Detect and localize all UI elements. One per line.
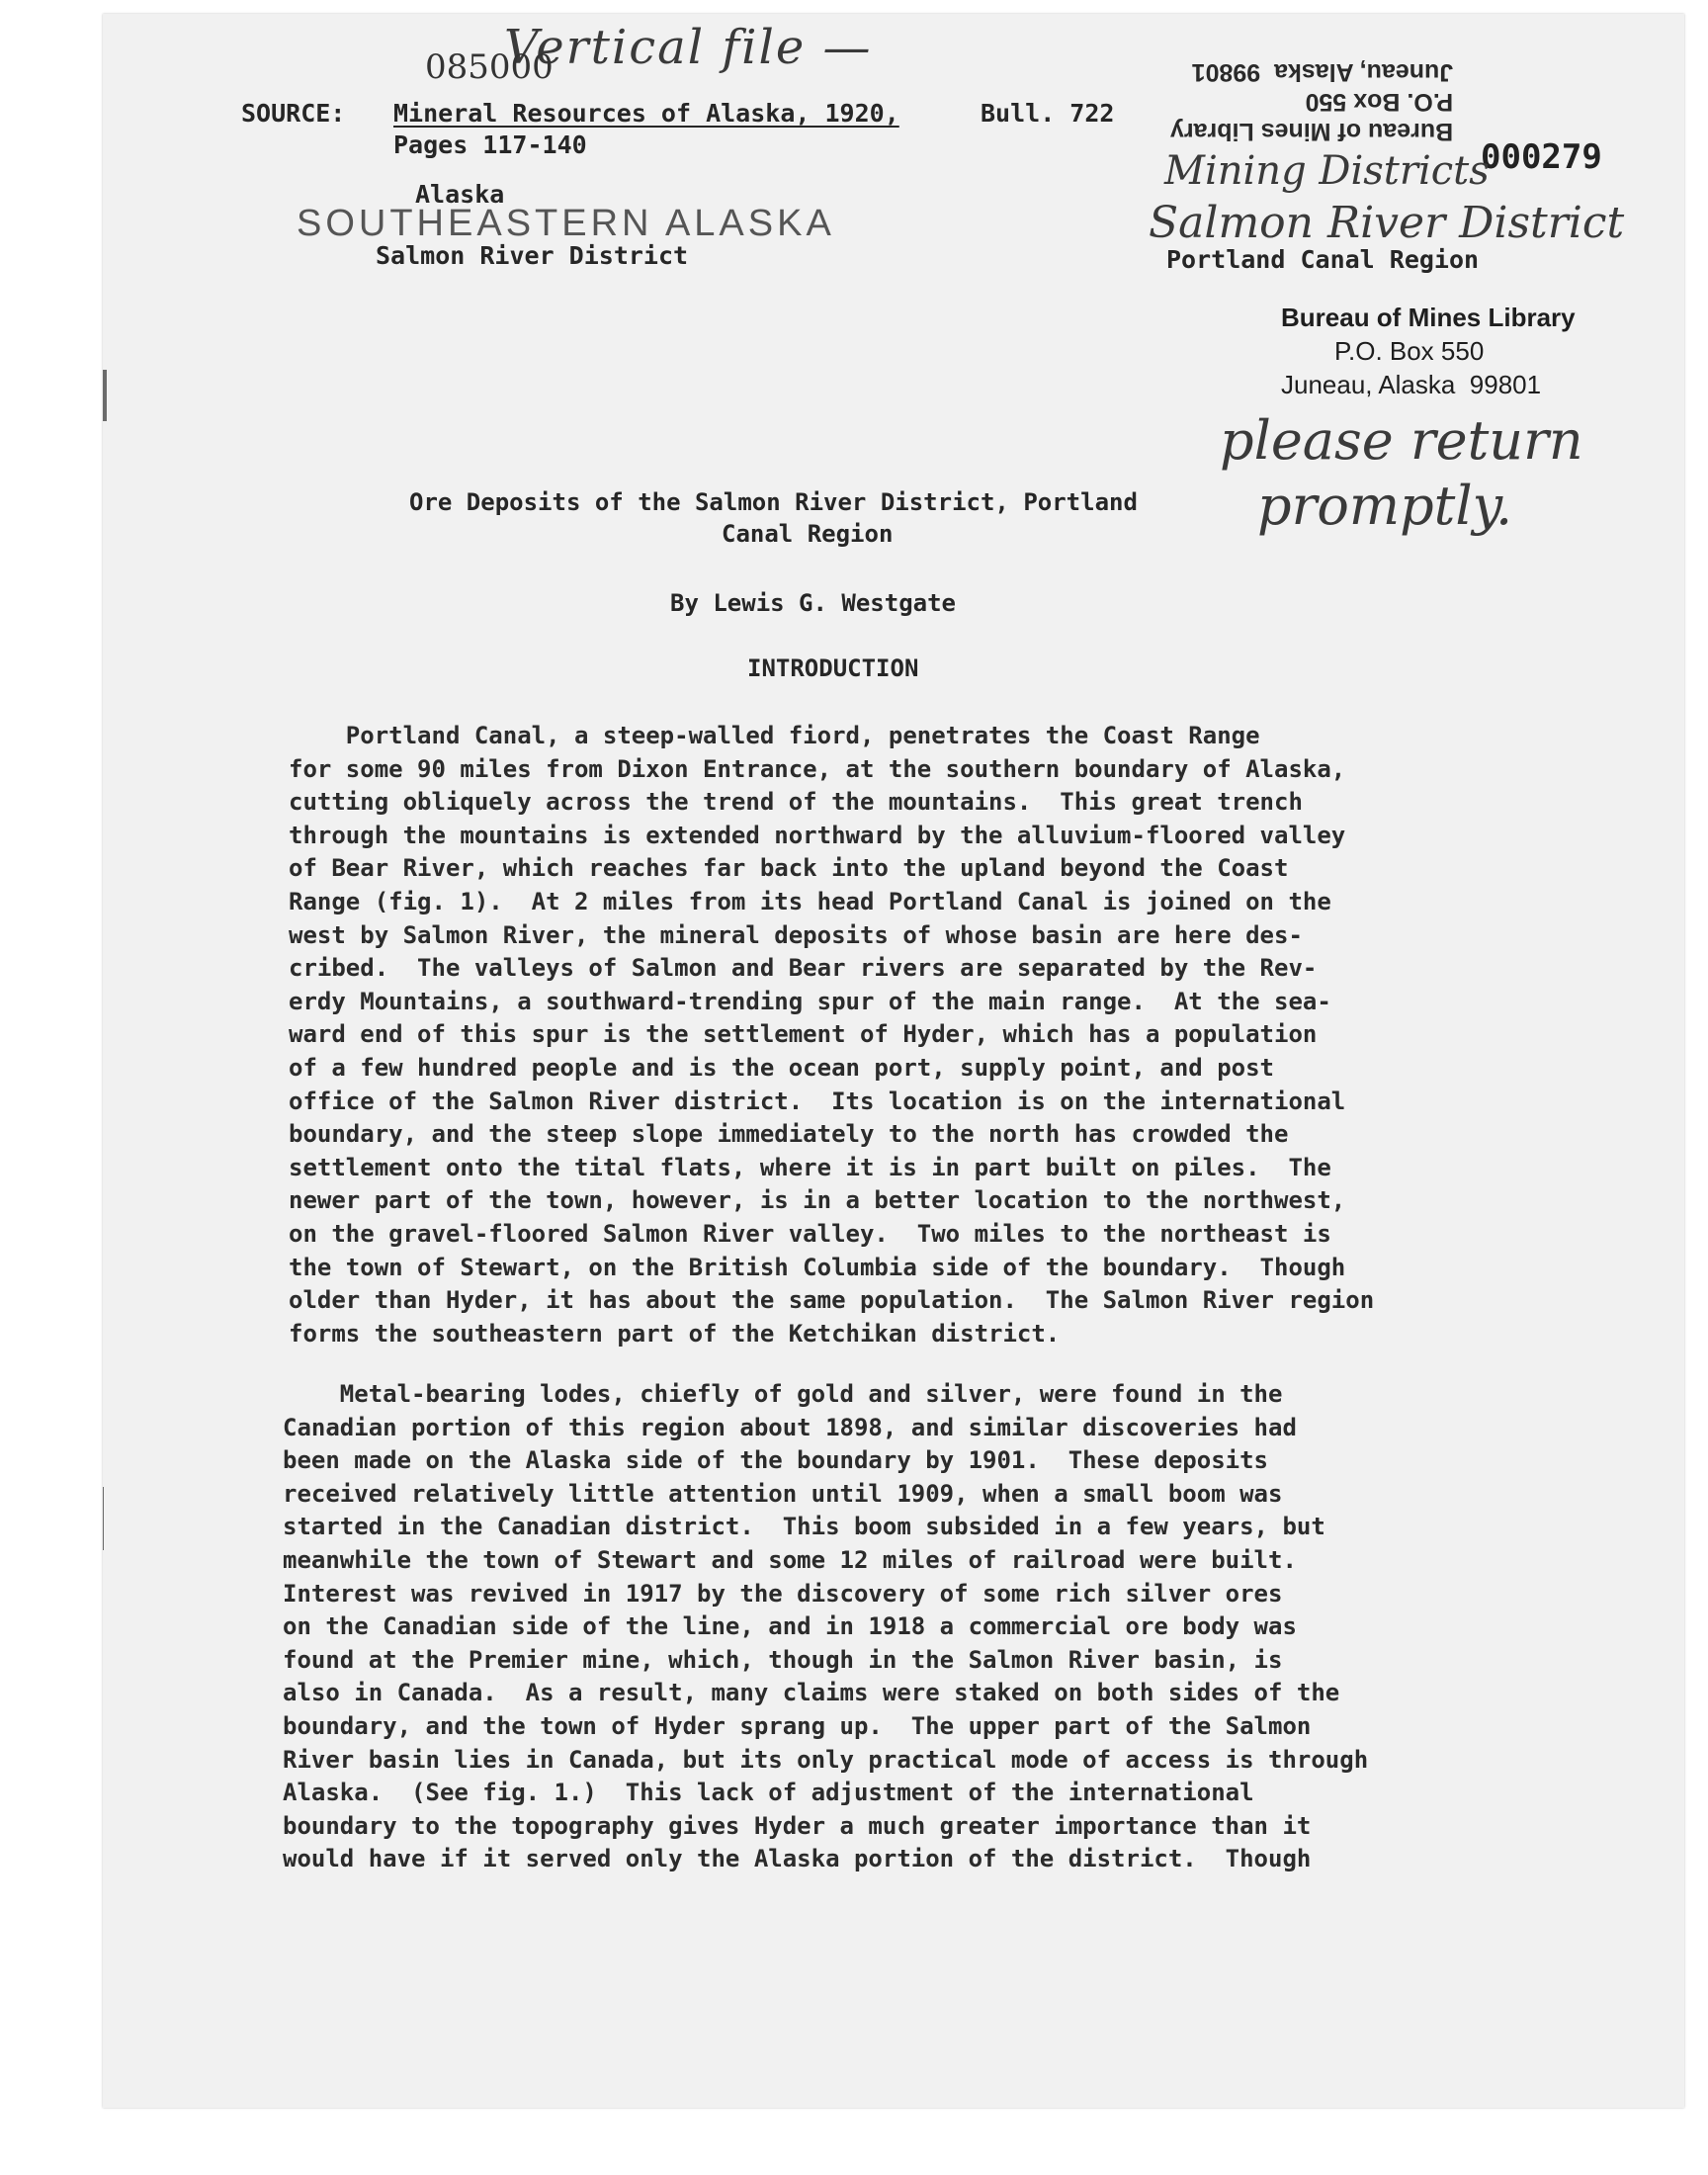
- district-label: Salmon River District: [376, 241, 689, 270]
- state-label: Alaska: [415, 180, 505, 209]
- source-label: SOURCE:: [241, 99, 346, 128]
- article-title-line-1: Ore Deposits of the Salmon River District, Portland: [409, 488, 1138, 516]
- handwritten-promptly-note: promptly.: [1257, 475, 1513, 537]
- section-heading: INTRODUCTION: [747, 654, 919, 682]
- bulletin-number: Bull. 722: [981, 99, 1115, 128]
- library-stamp: Bureau of Mines Library P.O. Box 550 Juneau, Alaska 99801: [1281, 303, 1576, 399]
- source-title: Mineral Resources of Alaska, 1920,: [393, 99, 899, 128]
- handwritten-file-number: 085000: [425, 47, 554, 87]
- introduction-paragraph-2: Metal-bearing lodes, chiefly of gold and silver, were found in the Canadian portion of this region about 1898, and similar discoveries had been made on the Alaska side of the boundary by 1901. These deposits received relatively little attention until 1909, when a small boom was started in the Canadian district. This boom subsided in a few years, but meanwhile the town of Stewart and some 12 miles of railroad were built. Interest was revived in 1917 by the discovery of some rich silver ores on the Canadian side of the line, and in 1918 a commercial ore body was found at the Premier mine, which, though in the Salmon River basin, is also in Canada. As a result, many claims were staked on both sides of the boundary, and the town of Hyder sprang up. The upper part of the Salmon River basin lies in Canada, but its only practical mode of access is through Alaska. (See fig. 1.) This lack of adjustment of the international boundary to the topography gives Hyder a much greater importance than it would have if it served only the Alaska portion of the district. Though: [283, 1380, 1369, 1873]
- handwritten-category: Mining Districts: [1164, 148, 1490, 194]
- stamped-document-number: 000279: [1481, 137, 1602, 177]
- document-page: [103, 14, 1684, 2108]
- page-range: Pages 117-140: [393, 130, 587, 159]
- margin-mark-upper: [103, 370, 107, 421]
- margin-mark-lower: [103, 1487, 104, 1550]
- handwritten-district: Salmon River District: [1149, 198, 1625, 248]
- article-title-line-2: Canal Region: [722, 520, 894, 548]
- article-author: By Lewis G. Westgate: [670, 589, 956, 617]
- introduction-paragraph-1: Portland Canal, a steep-walled fiord, penetrates the Coast Range for some 90 miles from Dixon Entrance, at the southern boundary of Alaska, cutting obliquely across the trend of the mountains. This great trench through the mountains is extended northward by the alluvium-floored valley of Bear River, which reaches far back into the upland beyond the Coast Range (fig. 1). At 2 miles from its head Portland Canal is joined on the west by Salmon River, the mineral deposits of whose basin are here des- cribed. The valleys of Salmon and Bear rivers are separated by the Rev- erdy Mountains, a southward-trending spur of the main range. At the sea- ward end of this spur is the settlement of Hyder, which has a population of a few hundred people and is the ocean port, supply point, and post office of the Salmon River district. Its location is on the international boundary, and the steep slope immediately to the north has crowded the settlement onto the tital flats, where it is in part built on piles. The newer part of the town, however, is in a better location to the northwest, on the gravel-floored Salmon River valley. Two miles to the northeast is the town of Stewart, on the British Columbia side of the boundary. Though older than Hyder, it has about the same population. The Salmon River region forms the southeastern part of the Ketchikan district.: [289, 722, 1375, 1348]
- region-stamp: SOUTHEASTERN ALASKA: [297, 203, 835, 244]
- handwritten-return-note: please return: [1220, 409, 1583, 472]
- library-stamp-inverted: Bureau of Mines Library P.O. Box 550 Juneau, Alaska 99801: [1170, 58, 1454, 145]
- region-label: Portland Canal Region: [1166, 245, 1480, 274]
- handwritten-vertical-file-note: Vertical file —: [504, 20, 873, 75]
